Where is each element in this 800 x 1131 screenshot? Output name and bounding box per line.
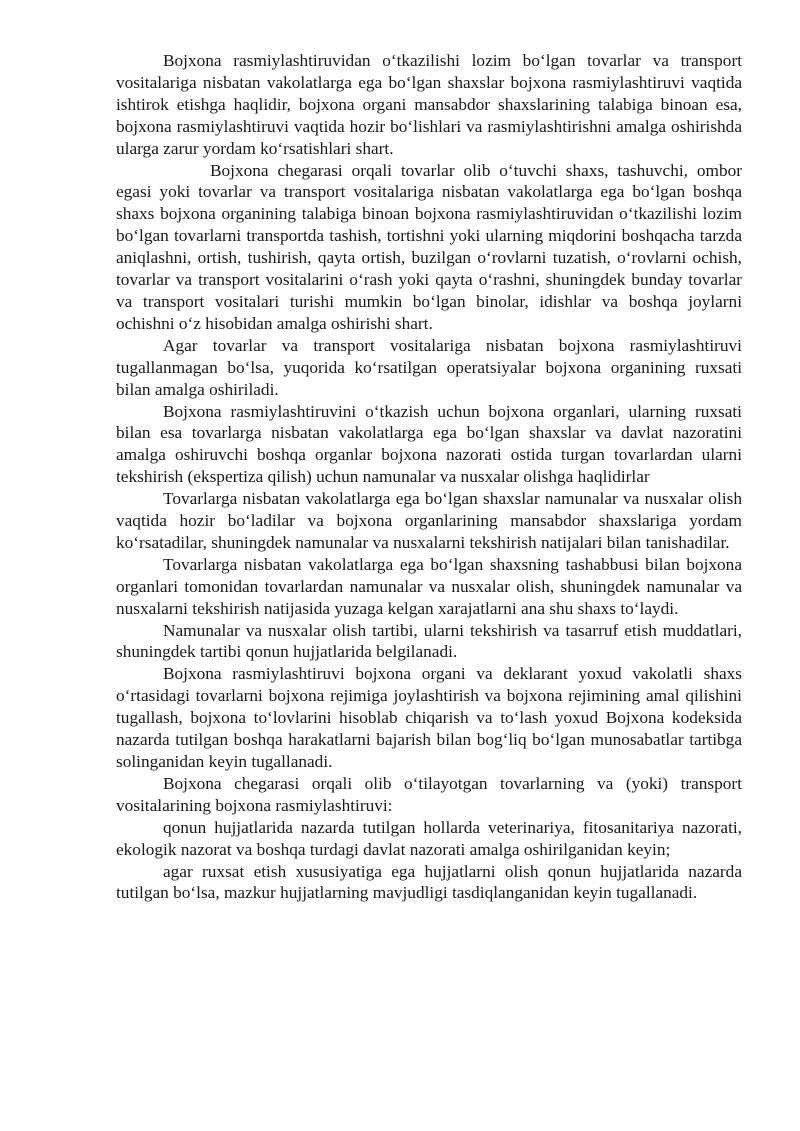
- paragraph-6: Tovarlarga nisbatan vakolatlarga ega bo‘lgan shaxsning tashabbusi bilan bojxona organlari tomonidan tovarlardan namunalar va nusxalar olish, shuningdek namunalar va nusxalarni tekshirish natijasida yuzaga kelgan xarajatlarni ana shu shaxs to‘laydi.: [116, 554, 742, 618]
- paragraph-9: Bojxona chegarasi orqali olib o‘tilayotgan tovarlarning va (yoki) transport vositalarining bojxona rasmiylashtiruvi:: [116, 773, 742, 815]
- paragraph-5: Tovarlarga nisbatan vakolatlarga ega bo‘lgan shaxslar namunalar va nusxalar olish vaqtida hozir bo‘ladilar va bojxona organlarining mansabdor shaxslariga yordam ko‘rsatadilar, shuningdek namunalar va nusxalarni tekshirish natijalari bilan tanishadilar.: [116, 489, 742, 552]
- paragraph-10: qonun hujjatlarida nazarda tutilgan hollarda veterinariya, fitosanitariya nazorati, ekologik nazorat va boshqa turdagi davlat nazorati amalga oshirilganidan keyin;: [116, 817, 742, 859]
- paragraph-7: Namunalar va nusxalar olish tartibi, ularni tekshirish va tasarruf etish muddatlari, shuningdek tartibi qonun hujjatlarida belgilanadi.: [116, 620, 742, 662]
- paragraph-4: Bojxona rasmiylashtiruvini o‘tkazish uchun bojxona organlari, ularning ruxsati bilan esa tovarlarga nisbatan vakolatlarga ega bo‘lgan shaxslar va davlat nazoratini amalga oshiruvchi boshqa organlar bojxona nazorati ostida turgan tovarlardan ularni tekshirish (ekspertiza qilish) uchun namunalar va nusxalar olishga haqlidirlar: [116, 401, 742, 487]
- paragraph-8: Bojxona rasmiylashtiruvi bojxona organi va deklarant yoxud vakolatli shaxs o‘rtasidagi tovarlarni bojxona rejimiga joylashtirish va bojxona rejimining amal qilishini tugallash, bojxona to‘lovlarini hisoblab chiqarish va to‘lash yoxud Bojxona kodeksida nazarda tutilgan boshqa harakatlarni bajarish bilan bog‘liq bo‘lgan munosabatlar tartibga solinganidan keyin tugallanadi.: [116, 664, 742, 771]
- paragraph-1: Bojxona rasmiylashtiruvidan o‘tkazilishi lozim bo‘lgan tovarlar va transport vositalariga nisbatan vakolatlarga ega bo‘lgan shaxslar bojxona rasmiylashtiruvi vaqtida ishtirok etishga haqlidir, bojxona organi mansabdor shaxslarining talabiga binoan esa, bojxona rasmiylashtiruvi vaqtida hozir bo‘lishlari va rasmiylashtirishni amalga oshirishda ularga zarur yordam ko‘rsatishlari shart.: [116, 51, 742, 158]
- paragraph-2: Bojxona chegarasi orqali tovarlar olib o‘tuvchi shaxs, tashuvchi, ombor egasi yoki tovarlar va transport vositalariga nisbatan vakolatlarga ega bo‘lgan boshqa shaxs bojxona organining talabiga binoan bojxona rasmiylashtiruvidan o‘tkazilishi lozim bo‘lgan tovarlarni transportda tashish, tortishni yoki ularning miqdorini boshqacha tarzda aniqlashni, ortish, tushirish, qayta ortish, buzilgan o‘rovlarni tuzatish, o‘rovlarni ochish, tovarlar va transport vositalarini o‘rash yoki qayta o‘rashni, shuningdek bunday tovarlar va transport vositalari turishi mumkin bo‘lgan binolar, idishlar va boshqa joylarni ochishni o‘z hisobidan amalga oshirishi shart.: [116, 160, 742, 333]
- paragraph-11: agar ruxsat etish xususiyatiga ega hujjatlarni olish qonun hujjatlarida nazarda tutilgan bo‘lsa, mazkur hujjatlarning mavjudligi tasdiqlanganidan keyin tugallanadi.: [116, 861, 742, 903]
- paragraph-3: Agar tovarlar va transport vositalariga nisbatan bojxona rasmiylashtiruvi tugallanmagan bo‘lsa, yuqorida ko‘rsatilgan operatsiyalar bojxona organining ruxsati bilan amalga oshiriladi.: [116, 335, 742, 399]
- document-page: [116, 50, 742, 904]
